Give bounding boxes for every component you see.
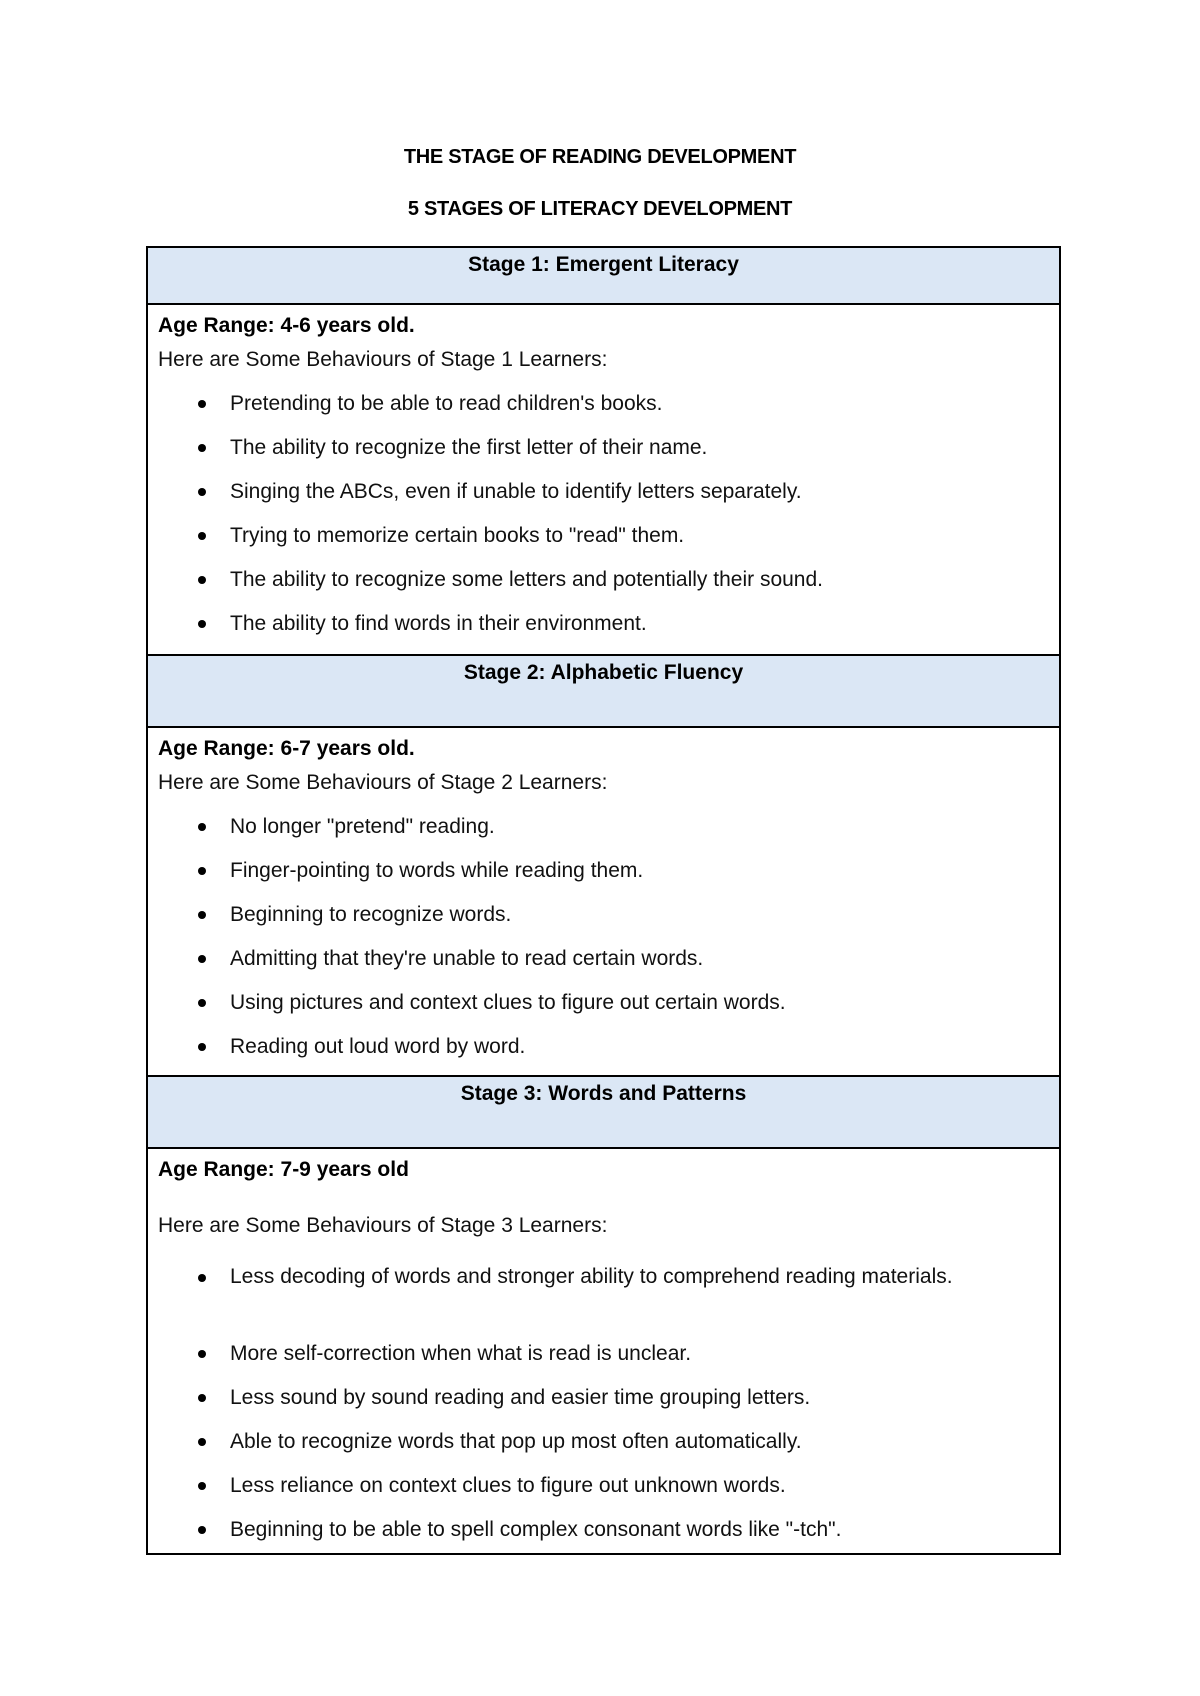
behaviour-list: [158, 390, 1049, 654]
list-item-text: Beginning to be able to spell complex consonant words like "-tch".: [230, 1518, 842, 1541]
list-item: [158, 610, 1049, 654]
stage-block-2: [148, 654, 1059, 1075]
age-range: Age Range: 7-9 years old: [158, 1158, 409, 1181]
bullet-icon: [198, 1438, 206, 1446]
list-item-text: More self-correction when what is read is unclear.: [230, 1342, 692, 1365]
list-item: [158, 1384, 1049, 1428]
stage-block-1: [148, 248, 1059, 654]
list-item-text: Singing the ABCs, even if unable to identify letters separately.: [230, 480, 802, 503]
bullet-icon: [198, 488, 206, 496]
list-item-text: Admitting that they're unable to read certain words.: [230, 947, 704, 970]
bullet-icon: [198, 620, 206, 628]
list-item-text: Able to recognize words that pop up most often automatically.: [230, 1430, 802, 1453]
list-item: [158, 945, 1049, 989]
bullet-icon: [198, 1274, 206, 1282]
list-item: [158, 857, 1049, 901]
list-item-text: Reading out loud word by word.: [230, 1035, 526, 1058]
list-item-text: Less reliance on context clues to figure out unknown words.: [230, 1474, 786, 1497]
bullet-icon: [198, 1350, 206, 1358]
bullet-icon: [198, 400, 206, 408]
document-subtitle: 5 STAGES OF LITERACY DEVELOPMENT: [407, 198, 793, 220]
list-item: [158, 1340, 1049, 1384]
bullet-icon: [198, 444, 206, 452]
age-range: Age Range: 4-6 years old.: [158, 314, 415, 337]
bullet-icon: [198, 911, 206, 919]
list-item-text: The ability to find words in their environment.: [230, 612, 647, 635]
list-item-text: Finger-pointing to words while reading them.: [230, 859, 644, 882]
list-item-text: Less decoding of words and stronger ability to comprehend reading materials.: [230, 1265, 953, 1288]
stage-header: Stage 1: Emergent Literacy: [148, 248, 1059, 305]
bullet-icon: [198, 1043, 206, 1051]
bullet-icon: [198, 532, 206, 540]
behaviours-intro: Here are Some Behaviours of Stage 1 Learners:: [158, 348, 608, 371]
stages-table: [146, 246, 1061, 1555]
list-item: [158, 813, 1049, 857]
age-range: Age Range: 6-7 years old.: [158, 737, 415, 760]
stage-body: [148, 1149, 1059, 1553]
stage-block-3: [148, 1075, 1059, 1553]
bullet-icon: [198, 1394, 206, 1402]
list-item-text: The ability to recognize some letters and potentially their sound.: [230, 568, 823, 591]
list-item-text: Pretending to be able to read children's books.: [230, 392, 663, 415]
bullet-icon: [198, 999, 206, 1007]
list-item: [158, 522, 1049, 566]
list-item: [158, 478, 1049, 522]
behaviour-list: [158, 813, 1049, 1077]
stage-header: Stage 3: Words and Patterns: [148, 1075, 1059, 1149]
list-item-text: The ability to recognize the first letter of their name.: [230, 436, 708, 459]
bullet-icon: [198, 823, 206, 831]
list-item: [158, 1472, 1049, 1516]
bullet-icon: [198, 1482, 206, 1490]
stage-body: [148, 728, 1059, 1075]
list-item-text: Trying to memorize certain books to "read" them.: [230, 524, 685, 547]
bullet-icon: [198, 867, 206, 875]
bullet-icon: [198, 1526, 206, 1534]
list-item: [158, 901, 1049, 945]
list-item: [158, 1256, 1049, 1340]
document-title: THE STAGE OF READING DEVELOPMENT: [403, 146, 797, 168]
list-item: [158, 566, 1049, 610]
list-item-text: Using pictures and context clues to figure out certain words.: [230, 991, 786, 1014]
list-item-text: Beginning to recognize words.: [230, 903, 512, 926]
list-item: [158, 434, 1049, 478]
stage-body: [148, 305, 1059, 654]
behaviours-intro: Here are Some Behaviours of Stage 3 Learners:: [158, 1214, 608, 1237]
list-item: [158, 1516, 1049, 1560]
list-item-text: Less sound by sound reading and easier time grouping letters.: [230, 1386, 811, 1409]
bullet-icon: [198, 955, 206, 963]
list-item: [158, 390, 1049, 434]
list-item: [158, 1033, 1049, 1077]
list-item-text: No longer "pretend" reading.: [230, 815, 495, 838]
behaviour-list: [158, 1256, 1049, 1560]
bullet-icon: [198, 576, 206, 584]
list-item: [158, 1428, 1049, 1472]
list-item: [158, 989, 1049, 1033]
stage-header: Stage 2: Alphabetic Fluency: [148, 654, 1059, 728]
behaviours-intro: Here are Some Behaviours of Stage 2 Learners:: [158, 771, 608, 794]
